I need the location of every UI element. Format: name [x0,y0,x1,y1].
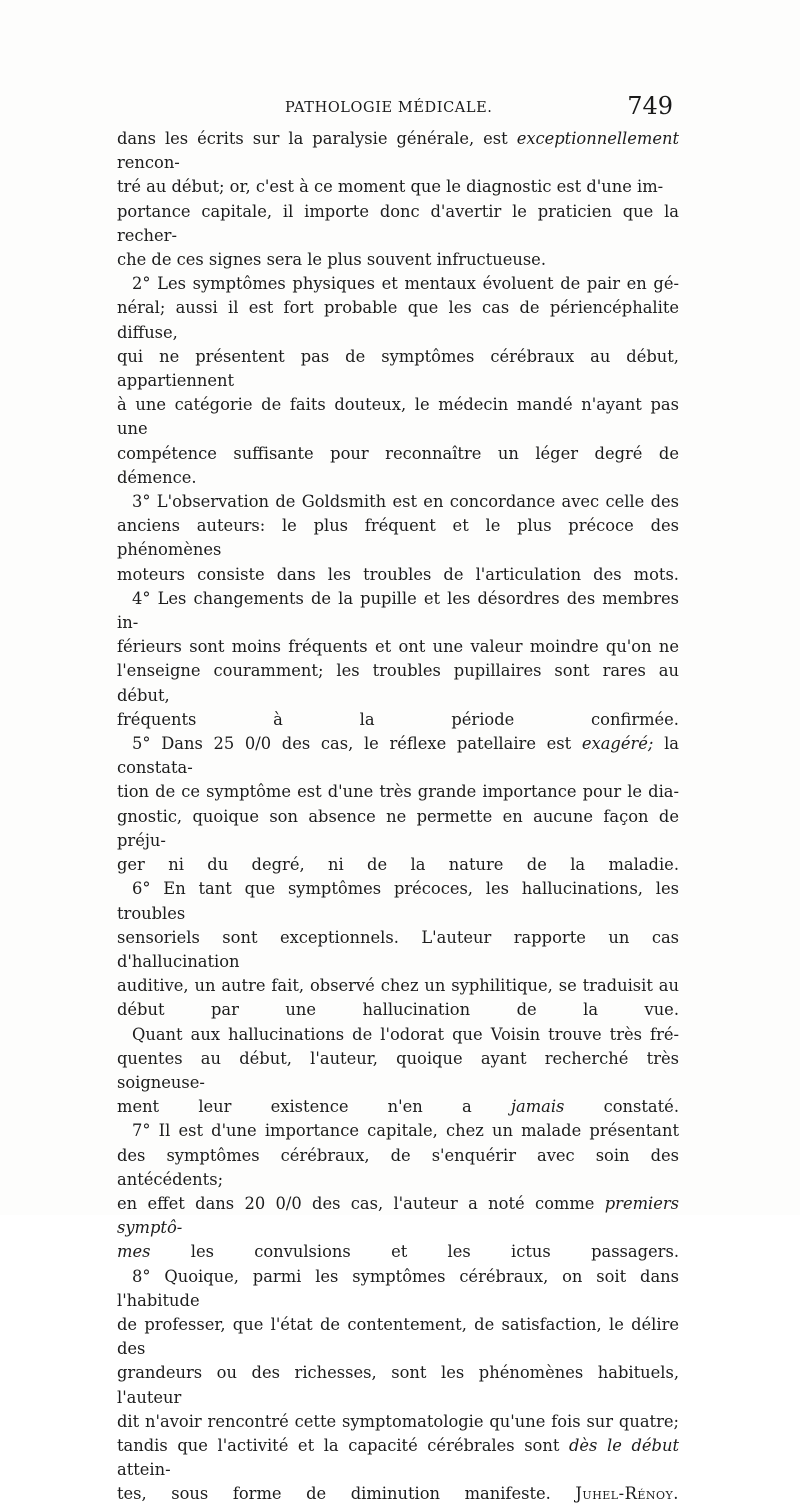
text-line: sensoriels sont exceptionnels. L'auteur rapporte un cas d'hallucination [117,927,679,971]
text-line: à une catégorie de faits douteux, le médecin mandé n'ayant pas une [117,395,679,439]
text-line: dans les écrits sur la paralysie générale, est exceptionnellement rencon- [117,129,679,173]
text-line: 8° Quoique, parmi les symptômes cérébraux, on soit dans l'habitude [117,1266,679,1310]
text-line: 7° Il est d'une importance capitale, chez un malade présentant [132,1121,679,1141]
text-line: portance capitale, il importe donc d'avertir le praticien que la recher- [117,201,679,245]
paragraph-odorat [117,1023,679,1120]
paragraph-point-6 [117,877,679,1022]
paragraph-point-3 [117,490,679,587]
text-line: néral; aussi il est fort probable que les cas de périencéphalite diffuse, [117,298,679,342]
text-line: l'enseigne couramment; les troubles pupillaires sont rares au début, [117,661,679,705]
page-number: 749 [627,92,673,120]
text-line: 2° Les symptômes physiques et mentaux évoluent de pair en gé- [132,274,679,294]
text-line: compétence suffisante pour reconnaître un léger degré de démence. [117,443,679,487]
paragraph-point-8 [117,1265,679,1507]
paragraph-point-2 [117,272,679,490]
page-header [117,92,679,126]
text-line: 3° L'observation de Goldsmith est en concordance avec celle des [132,492,679,512]
text-line: tes, sous forme de diminution manifeste. [117,1484,551,1504]
text-line: début par une hallucination de la vue. [117,1000,679,1020]
paragraph-point-4 [117,587,679,732]
author-signature: Juhel-Rénoy. [575,1484,679,1504]
text-line: moteurs consiste dans les troubles de l'articulation des mots. [117,564,679,584]
text-line: tré au début; or, c'est à ce moment que le diagnostic est d'une im- [117,177,664,197]
text-line: quentes au début, l'auteur, quoique ayant recherché très soigneuse- [117,1048,679,1092]
text-line: qui ne présentent pas de symptômes cérébraux au début, appartiennent [117,346,679,391]
text-line: en effet dans 20 0/0 des cas, l'auteur a noté comme premiers symptô- [117,1193,679,1238]
text-line: tion de ce symptôme est d'une très grande importance pour le dia- [117,782,679,802]
text-line: dit n'avoir rencontré cette symptomatologie qu'une fois sur quatre; [117,1411,679,1431]
paragraph-point-5 [117,732,679,877]
text-line: tandis que l'activité et la capacité cérébrales sont dès le début attein- [117,1435,679,1480]
text-line: grandeurs ou des richesses, sont les phénomènes habituels, l'auteur [117,1363,679,1407]
text-line: ment leur existence n'en a jamais constaté. [117,1097,679,1117]
text-line: che de ces signes sera le plus souvent infructueuse. [117,250,546,270]
text-line: mes les convulsions et les ictus passagers. [117,1242,679,1262]
text-line: fréquents à la période confirmée. [117,709,679,729]
text-line: férieurs sont moins fréquents et ont une valeur moindre qu'on ne [117,637,679,657]
text-line: 5° Dans 25 0/0 des cas, le réflexe patellaire est exagéré; la constata- [117,734,679,778]
signature-line [117,1482,679,1506]
article-body [117,127,679,1507]
running-title: PATHOLOGIE MÉDICALE. [285,100,493,116]
paragraph-continuation [117,127,679,272]
text-line: anciens auteurs: le plus fréquent et le plus précoce des phénomènes [117,516,679,560]
text-line: gnostic, quoique son absence ne permette en aucune façon de préju- [117,806,679,850]
text-line: 4° Les changements de la pupille et les désordres des membres in- [117,588,679,633]
text-line: 6° En tant que symptômes précoces, les hallucinations, les troubles [117,879,679,923]
text-line: ger ni du degré, ni de la nature de la maladie. [117,855,679,875]
paragraph-point-7 [117,1119,679,1264]
text-line: auditive, un autre fait, observé chez un syphilitique, se traduisit au [117,976,679,996]
text-line: de professer, que l'état de contentement, de satisfaction, le délire des [117,1314,679,1359]
text-line: des symptômes cérébraux, de s'enquérir avec soin des antécédents; [117,1145,679,1189]
text-line: Quant aux hallucinations de l'odorat que Voisin trouve très fré- [132,1024,679,1044]
